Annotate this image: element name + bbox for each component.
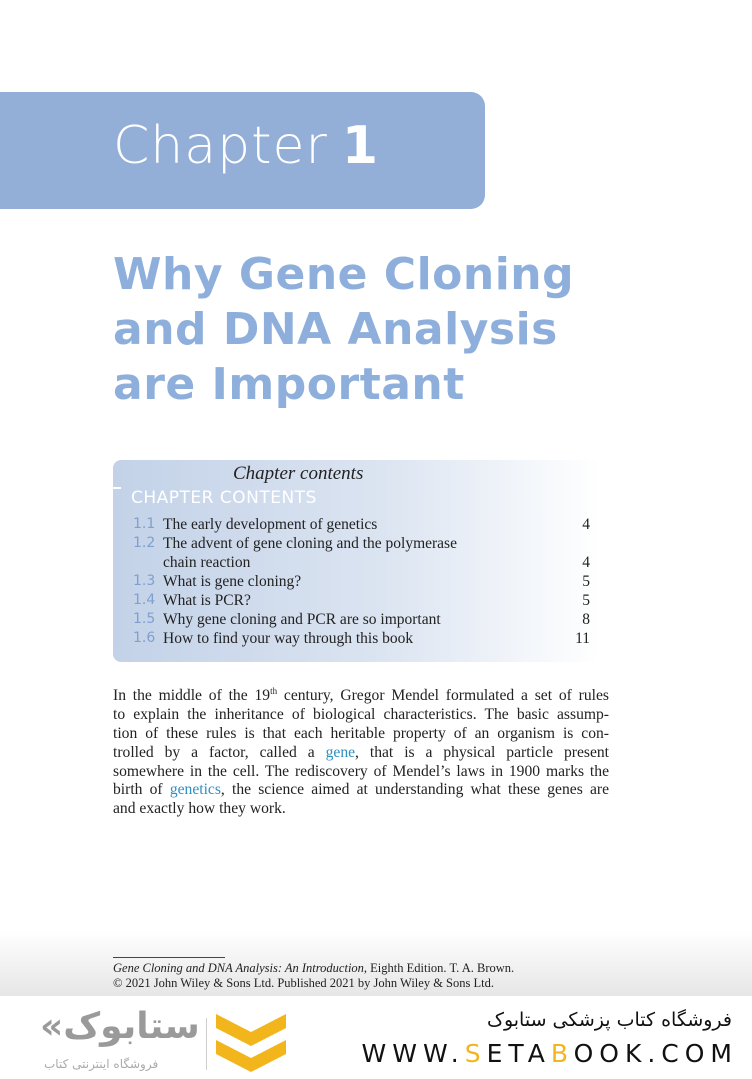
section-title: Why gene cloning and PCR are so important [163,611,441,628]
text: , the science aimed at understanding what these genes are [220,781,609,799]
page-number: 4 [582,554,590,571]
chapter-title [113,247,574,412]
page-number: 11 [575,630,590,647]
contents-item[interactable] [133,534,590,553]
copyright: © 2021 John Wiley & Sons Ltd. Published 2021 by John Wiley & Sons Ltd. [113,976,494,990]
glossary-term-genetics[interactable]: genetics [169,781,221,799]
glossary-term-gene[interactable]: gene [325,743,356,761]
text: In the middle of the 19 [113,687,271,704]
text-line [113,781,609,800]
page-number [560,534,590,553]
text-line: tion of these rules is that each heritable property of an organism is con- [113,724,609,742]
footnote-rule [113,957,225,958]
section-title: What is gene cloning? [163,573,302,590]
contents-item[interactable] [133,610,590,629]
section-number: 1.1 [133,516,156,532]
text: ETA [486,1039,551,1068]
section-number: 1.5 [133,611,156,627]
divider [113,487,121,489]
text: B [550,1039,574,1068]
text: birth of [113,781,170,799]
section-title: How to find your way through this book [163,630,414,647]
text-line: and exactly how they work. [113,800,286,818]
section-title: What is PCR? [163,592,251,609]
contents-item[interactable] [133,629,590,648]
text: S [464,1039,487,1068]
text: OOK.COM [573,1039,738,1068]
contents-item[interactable] [133,572,590,591]
body-paragraph [113,687,609,819]
title-line: and DNA Analysis [113,304,558,355]
text: WWW. [361,1039,465,1068]
title-line: Why Gene Cloning [113,249,575,300]
section-number: 1.3 [133,573,156,589]
watermark-band [0,996,752,1079]
section-number: 1.2 [133,535,156,551]
text-line: to explain the inheritance of biological characteristics. The basic assump- [113,705,609,723]
section-title: The early development of genetics [163,516,378,533]
contents-caps-heading: CHAPTER CONTENTS [131,488,317,508]
chapter-number: 1 [341,116,380,176]
section-number: 1.6 [133,630,156,646]
chapter-contents-box [113,460,600,662]
contents-item[interactable] [133,515,590,534]
page-number: 5 [582,573,590,590]
logo-subtitle: فروشگاه اینترنتی کتاب [44,1057,159,1071]
setabook-logo: «ستابوک [40,1006,200,1047]
text-line: somewhere in the cell. The rediscovery of Mendel’s laws in 1900 marks the [113,762,609,780]
text: trolled by a factor, called a [113,743,326,761]
section-number [133,553,163,572]
section-number: 1.4 [133,592,156,608]
section-title: The advent of gene cloning and the polymerase [163,535,457,552]
store-url[interactable] [362,1038,738,1070]
text: , that is a physical particle present [355,743,609,761]
section-title: chain reaction [163,554,251,571]
contents-list [133,515,590,648]
text: century, Gregor Mendel formulated a set of rules [277,687,609,704]
contents-item[interactable] [133,591,590,610]
chapter-label [113,114,379,178]
chapter-word: Chapter [113,116,328,176]
superscript: th [270,685,278,696]
text-line [113,744,609,763]
divider [206,1018,207,1070]
page-number: 8 [582,611,590,628]
title-line: are Important [113,359,465,410]
contents-heading: Chapter contents [233,463,364,484]
contents-item[interactable] [133,553,590,572]
book-title: Gene Cloning and DNA Analysis: An Introduction [113,961,364,975]
chevron-logo-icon [216,1014,286,1076]
text: , Eighth Edition. T. A. Brown. [363,961,515,975]
footnote [113,961,514,991]
page-number: 4 [582,516,590,533]
store-name: فروشگاه کتاب پزشکی ستابوک [486,1009,732,1031]
text-line [113,687,609,706]
chapter-banner [0,92,485,209]
page-number: 5 [582,592,590,609]
